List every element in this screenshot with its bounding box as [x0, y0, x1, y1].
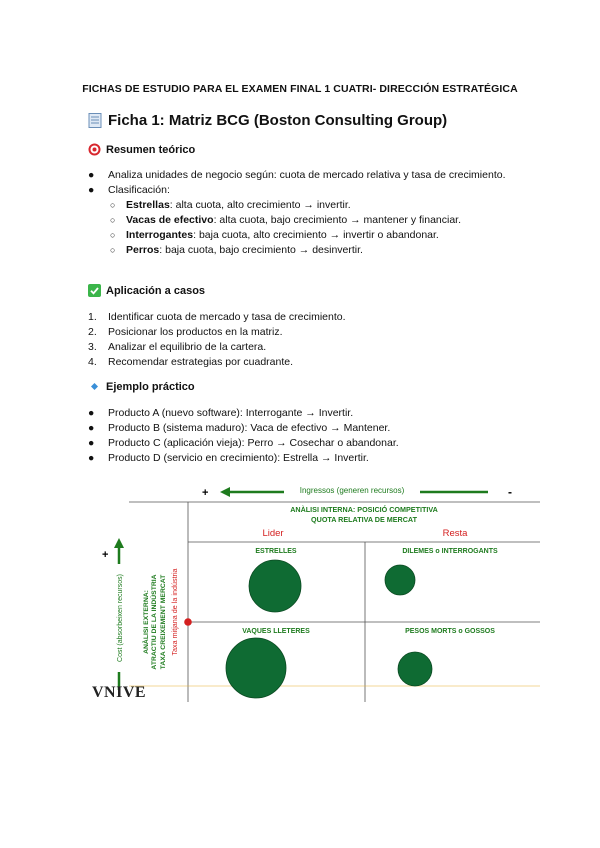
resumen-list [88, 168, 508, 258]
bubble-stars [249, 560, 301, 612]
quadrant-question-label: DILEMES o INTERROGANTS [402, 548, 498, 555]
resumen-heading: Resumen teórico [88, 143, 195, 156]
sub-item: ○ Vacas de efectivo: alta cuota, bajo crecimiento → mantener y financiar. [110, 214, 462, 226]
check-icon [88, 284, 101, 297]
list-item: ● Analiza unidades de negocio según: cuota de mercado relativa y tasa de crecimiento. [88, 169, 506, 181]
plus-top: + [202, 487, 209, 499]
bubble-dogs [398, 652, 432, 686]
sub-item: ○ Interrogantes: baja cuota, alto crecimiento → invertir o abandonar. [110, 229, 439, 241]
list-item: 4. Recomendar estrategias por cuadrante. [88, 356, 294, 368]
quadrant-cows-label: VAQUES LLETERES [242, 628, 310, 635]
analysis-title: ANÀLISI INTERNA: POSICIÓ COMPETITIVA [290, 505, 438, 514]
bubble-question [385, 565, 415, 595]
industry-average-dot [184, 618, 192, 626]
page-title: FICHAS DE ESTUDIO PARA EL EXAMEN FINAL 1 CUATRI- DIRECCIÓN ESTRATÉGICA [82, 83, 518, 95]
external-analysis-1: ANÀLISI EXTERNA: [143, 590, 150, 654]
list-item: ● Clasificación: [88, 184, 170, 196]
list-item: ● Producto B (sistema maduro): Vaca de efectivo → Mantener. [88, 422, 391, 434]
logo-watermark: VNIVE [92, 684, 147, 701]
industry-average-label: Taxa mitjana de la indústria [170, 568, 179, 656]
external-analysis-2: ATRACTIU DE LA INDÚSTRIA [151, 574, 158, 670]
ejemplo-list [88, 406, 508, 466]
left-arrow-label: Cost (absorbeixen recursos) [117, 574, 124, 662]
sub-item: ○ Estrellas: alta cuota, alto crecimiento → invertir. [110, 199, 351, 211]
aplicacion-heading: Aplicación a casos [88, 284, 205, 297]
ficha-title-text: Ficha 1: Matriz BCG (Boston Consulting Group) [108, 112, 448, 129]
target-icon [88, 143, 101, 156]
list-item: ● Producto D (servicio en crecimiento): Estrella → Invertir. [88, 452, 369, 464]
quadrant-dogs-label: PESOS MORTS o GOSSOS [405, 628, 495, 635]
top-arrow-label: Ingressos (generen recursos) [299, 486, 405, 495]
quadrant-stars-label: ESTRELLES [255, 548, 297, 555]
list-item: 3. Analizar el equilibrio de la cartera. [88, 341, 267, 353]
external-analysis-3: TAXA CREIXEMENT MERCAT [160, 574, 167, 670]
bubble-cows [226, 638, 286, 698]
list-item: 2. Posicionar los productos en la matriz. [88, 326, 283, 338]
top-arrow-head [220, 487, 230, 497]
plus-left: + [102, 549, 109, 561]
ejemplo-heading: Ejemplo práctico [88, 380, 195, 393]
ficha-title [88, 112, 447, 129]
col-right-label: Resta [442, 528, 468, 539]
analysis-sub: QUOTA RELATIVA DE MERCAT [311, 515, 417, 524]
list-item: 1. Identificar cuota de mercado y tasa de crecimiento. [88, 311, 346, 323]
list-item: ● Producto C (aplicación vieja): Perro → Cosechar o abandonar. [88, 437, 399, 449]
sub-item: ○ Perros: baja cuota, bajo crecimiento → desinvertir. [110, 244, 363, 256]
left-arrow-head [114, 538, 124, 548]
aplicacion-list [88, 310, 508, 370]
minus-top: - [508, 485, 512, 499]
diamond-icon [88, 380, 101, 393]
bcg-matrix-diagram [88, 480, 540, 702]
list-item: ● Producto A (nuevo software): Interrogante → Invertir. [88, 407, 354, 419]
col-left-label: Lider [262, 528, 284, 539]
document-icon [88, 113, 102, 128]
